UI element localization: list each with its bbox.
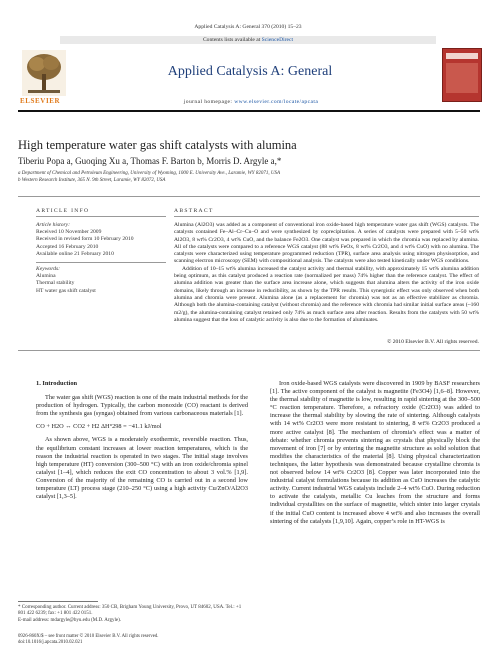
abstract-end-rule (18, 350, 480, 351)
copyright: © 2010 Elsevier B.V. All rights reserved. (387, 339, 479, 345)
keywords (36, 266, 168, 295)
abstract-body (174, 222, 479, 324)
section-heading: 1. Introduction (36, 380, 78, 387)
history-revised: Received in revised form 10 February 2010 (36, 236, 134, 243)
article-info-heading: ARTICLE INFO (36, 208, 90, 214)
history-received: Received 10 November 2009 (36, 229, 102, 236)
publisher-wordmark: ELSEVIER (20, 97, 61, 105)
elsevier-tree-logo (22, 50, 66, 98)
affiliation-a: a Department of Chemical and Petroleum Engineering, University of Wyoming, 1000 E. University Ave., Laramie, WY 82071, USA (18, 171, 281, 176)
abstract-paragraph: Alumina (Al2O3) was added as a component of conventional iron oxide-based high temperature water gas shift (WGS) catalysts. The catalysts contained Fe–Al–Cr–Cu–O and were synthesized by coprecipitation. A series of catalysts were prepared with 5–50 wt% Al2O3, 8 wt% Cr2O3, 4 wt% CuO, and the balance Fe2O3. One catalyst was prepared in which the chromia was replaced by alumina. All of the catalysts were compared to a reference WGS catalyst (88 wt% FeOx, 8 wt% Cr2O3, and 4 wt% CuO) with no alumina. The catalysts were characterized using temperature programmed reduction (TPR), surface area analysis using nitrogen physisorption, and scanning electron microscopy (SEM) with compositional analysis. The catalysts were also tested kinetically under WGS conditions. (174, 222, 479, 265)
keyword-item: Alumina (36, 273, 56, 280)
corresponding-author: * Corresponding author. Current address: 350 CB, Brigham Young University, Provo, UT 84602, USA. Tel.: +1 801 422 6239; fax: +1 801 422 0151. (18, 605, 242, 617)
abstract-paragraph: Addition of 10–15 wt% alumina increased the catalyst activity and thermal stability, with approximately 15 wt% alumina addition being optimum, as this catalyst produced a reaction rate (normalized per mass) 74% higher than the reference catalyst. The effect of alumina addition was greater than the surface area increase alone, which suggests that alumina alters the activity of the iron oxide domains, likely through an increase in reducibility, as shown by the TPR results. This synergistic effect was only observed when both alumina and chromia were present. Alumina alone (as a replacement for chromia) was not as an effective stabilizer as chromia. Although both the alumina-containing catalyst (without chromia) and the reference with chromia had similar initial surface areas (~160 m2/g), the alumina-containing catalyst retained only 74% as much surface area after reaction. Results from the catalysts with 50 wt% alumina suggest that the loss of catalytic activity is also due to the formation of aluminates. (174, 265, 479, 323)
equation: CO + H2O ↔ CO2 + H2 ΔH°298 = −41.1 kJ/mol (36, 423, 162, 431)
keyword-item: Thermal stability (36, 280, 75, 287)
homepage-link[interactable]: www.elsevier.com/locate/apcata (234, 99, 319, 105)
affiliation-b: b Western Research Institute, 365 N. 9th Street, Laramie, WY 82072, USA (18, 178, 166, 183)
footnote (18, 605, 248, 624)
article-info-rule (36, 216, 166, 217)
page-footer (18, 634, 159, 647)
footnote-rule (18, 601, 98, 602)
email-address: E-mail address: mdargyle@byu.edu (M.D. Argyle). (18, 617, 122, 623)
left-column (36, 380, 248, 501)
contents-label: Contents lists available at (202, 37, 262, 43)
keyword-item: HT water gas shift catalyst (36, 287, 96, 294)
header-rule (18, 110, 480, 112)
history-accepted: Accepted 16 February 2010 (36, 243, 99, 250)
running-head: Applied Catalysis A: General 370 (2010) 15–23 (194, 24, 302, 30)
journal-homepage (66, 99, 436, 105)
body-paragraph: The water gas shift (WGS) reaction is one of the main industrial methods for the production of hydrogen. Typically, the carbon monoxide (CO) reactant is derived from the synthesis gas (syngas) obtained from various carbonaceous materials [1]. (36, 394, 248, 418)
history-online: Available online 21 February 2010 (36, 250, 114, 257)
keywords-label: Keywords: (36, 266, 61, 272)
issn-line: 0926-860X/$ – see front matter © 2010 Elsevier B.V. All rights reserved. (18, 634, 159, 639)
right-column (270, 380, 480, 526)
body-paragraph: Iron oxide-based WGS catalysts were discovered in 1909 by BASF researchers [1]. The active component of the catalyst is magnetite (Fe3O4) [1,6–8]. However, the thermal stability of magnetite is low, resulting in rapid sintering at the 300–500 °C reaction temperature. Therefore, a refractory oxide (Cr2O3) was added to increase the thermal stability by slowing the rate of sintering. Although catalysts with 14 wt% Cr2O3 were more resistant to sintering, 8 wt% Cr2O3 produced a more active catalyst [8]. The mechanism of chromia’s effect was a matter of debate: whether chromia prevents sintering as crystals that physically block the movement of iron [7] or by entering the magnetite structure as solid solution that modifies the characteristics of the material [8]. Using physical characterization techniques, the latter hypothesis was demonstrated because crystalline chromia is not observed below 14 wt% Cr2O3 [8]. Copper was later incorporated into the industrial catalyst formulations because its addition as CuO increases the catalytic activity. Current industrial WGS catalysts include 2–4 wt% CuO. During reduction to activate the catalysts, metallic Cu leaches from the structure and forms individual crystallites on the surface of magnetite, which sinter into larger crystals if the initial CuO content is increased above 4 wt% and also increases the overall sintering of the catalysts [1,9,10]. Again, copper’s role in HT-WGS is (270, 380, 480, 525)
article-history (36, 222, 168, 258)
homepage-label: journal homepage: (183, 99, 235, 105)
journal-cover-thumbnail (442, 48, 482, 102)
body-paragraph: As shown above, WGS is a moderately exothermic, reversible reaction. Thus, the equilibrium constant increases at lower reaction temperatures, which is the reason the industrial reaction is operated in two stages. The initial stage involves high temperature (HT) conversion (300–500 °C) with an iron oxide/chromia spinel catalyst [1–4], which reduces the exit CO concentration to about 3 vol.% [1,9]. Conversion of the majority of the remaining CO is carried out in a second low temperature (LT) process stage (210–250 °C) using a high activity Cu/ZnO/Al2O3 catalyst [1,3–5]. (36, 436, 248, 501)
author-list: Tiberiu Popa a, Guoqing Xu a, Thomas F. Barton b, Morris D. Argyle a,* (18, 156, 282, 166)
contents-band (60, 36, 436, 44)
abstract-rule (174, 216, 479, 217)
doi-line[interactable]: doi:10.1016/j.apcata.2010.02.021 (18, 640, 83, 646)
history-label: Article history: (36, 222, 71, 228)
journal-title: Applied Catalysis A: General (167, 64, 333, 79)
keywords-rule (36, 262, 166, 263)
sciencedirect-link[interactable]: ScienceDirect (261, 37, 294, 43)
info-rule (18, 196, 480, 197)
article-title: High temperature water gas shift catalysts with alumina (18, 138, 297, 152)
abstract-heading: ABSTRACT (174, 208, 214, 214)
